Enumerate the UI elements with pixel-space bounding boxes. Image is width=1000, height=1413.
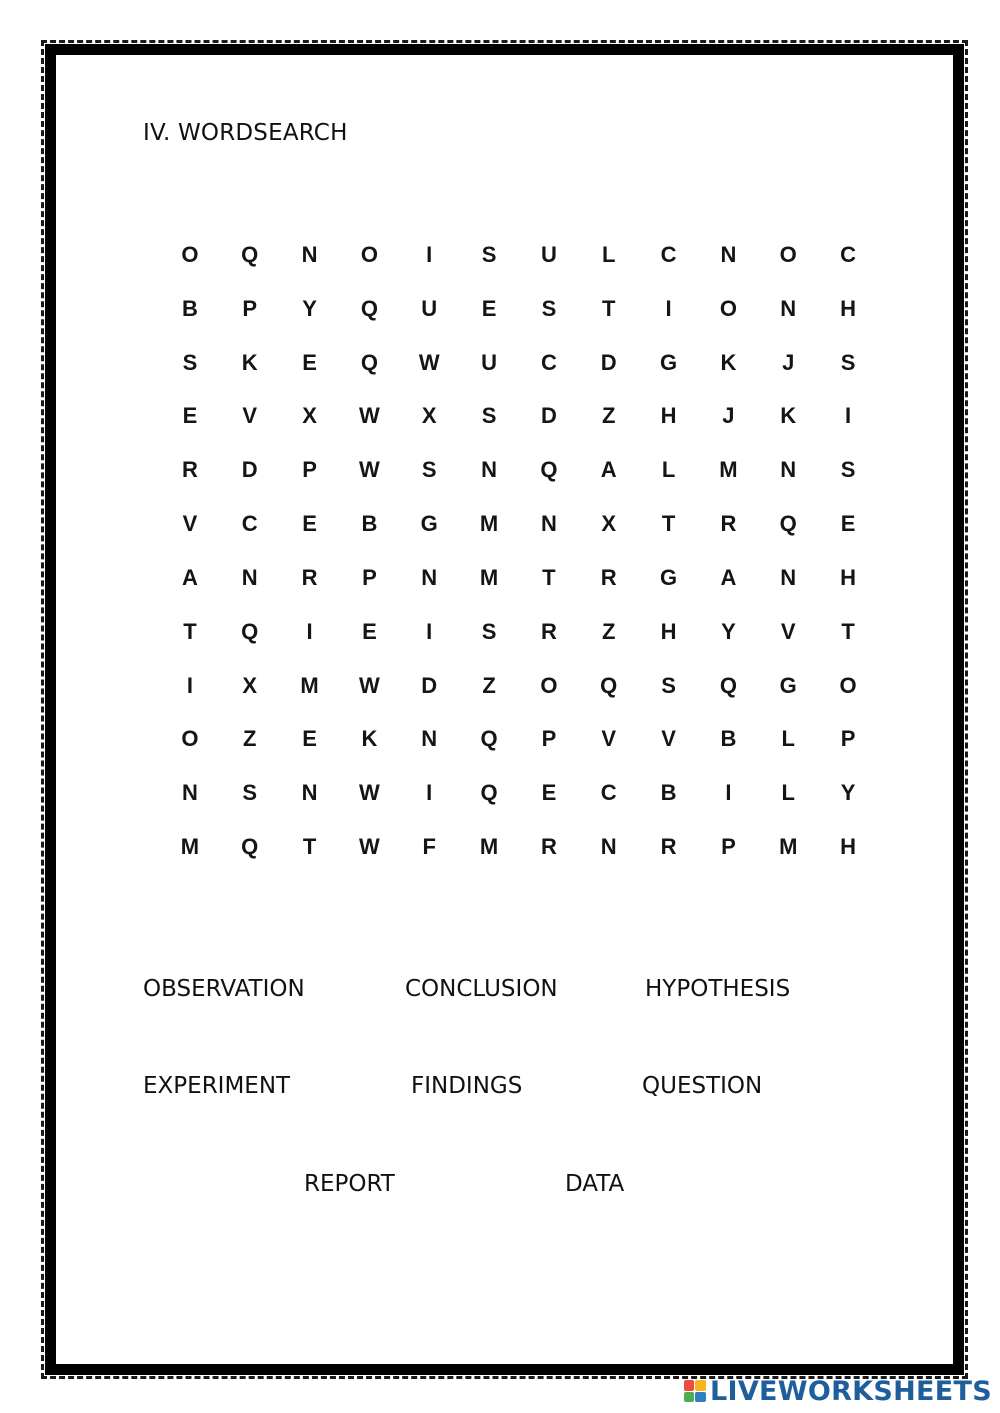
grid-letter: N [600, 834, 617, 860]
grid-letter: S [840, 457, 856, 483]
grid-letter: E [302, 349, 317, 375]
grid-letter: W [359, 780, 380, 806]
grid-letter: Y [302, 295, 317, 321]
grid-letter: Z [602, 403, 616, 429]
grid-letter: N [481, 457, 498, 483]
grid-letter: N [421, 564, 438, 590]
grid-letter: O [839, 672, 857, 698]
grid-letter: M [300, 672, 319, 698]
grid-letter: P [541, 726, 557, 752]
grid-letter: M [719, 457, 738, 483]
grid-letter: E [481, 295, 497, 321]
grid-letter: W [359, 457, 380, 483]
logo-square [684, 1380, 695, 1391]
grid-letter: K [720, 349, 737, 375]
grid-letter: R [600, 564, 617, 590]
grid-letter: I [725, 780, 732, 806]
grid-letter: W [359, 403, 380, 429]
grid-letter: Y [840, 780, 856, 806]
grid-letter: C [241, 511, 258, 537]
grid-letter: W [359, 672, 380, 698]
grid-letter: U [481, 349, 498, 375]
grid-letter: I [306, 618, 313, 644]
liveworksheets-logo-icon [684, 1380, 706, 1402]
grid-letter: S [840, 349, 856, 375]
grid-letter: S [481, 618, 497, 644]
grid-letter: C [840, 241, 857, 267]
grid-letter: O [181, 241, 199, 267]
grid-letter: X [302, 403, 317, 429]
grid-letter: N [301, 780, 318, 806]
word-report: REPORT [304, 1171, 395, 1197]
grid-letter: P [721, 834, 736, 860]
grid-letter: D [421, 672, 438, 698]
grid-letter: T [302, 834, 317, 860]
grid-letter: Z [602, 618, 616, 644]
worksheet-heading: IV. WORDSEARCH [143, 120, 348, 146]
grid-letter: V [601, 726, 617, 752]
grid-letter: L [781, 780, 795, 806]
grid-letter: D [241, 457, 258, 483]
grid-letter: T [542, 564, 556, 590]
grid-letter: T [183, 618, 197, 644]
grid-letter: E [541, 780, 557, 806]
grid-letter: E [302, 726, 317, 752]
watermark-text: LIVEWORKSHEETS [709, 1375, 992, 1407]
grid-letter: D [540, 403, 557, 429]
grid-letter: Y [721, 618, 736, 644]
grid-letter: O [779, 241, 797, 267]
grid-letter: P [302, 457, 317, 483]
grid-letter: O [540, 672, 558, 698]
grid-letter: Q [480, 726, 498, 752]
grid-letter: G [779, 672, 797, 698]
grid-letter: K [241, 349, 258, 375]
grid-letter: S [481, 403, 497, 429]
grid-letter: N [540, 511, 557, 537]
grid-letter: B [720, 726, 737, 752]
grid-letter: V [182, 511, 198, 537]
grid-letter: N [780, 564, 797, 590]
grid-letter: S [541, 295, 557, 321]
grid-letter: Q [360, 295, 378, 321]
grid-letter: N [181, 780, 198, 806]
grid-letter: A [600, 457, 617, 483]
liveworksheets-watermark[interactable] [684, 1374, 992, 1408]
grid-letter: H [840, 564, 857, 590]
grid-letter: L [602, 241, 616, 267]
grid-letter: B [361, 511, 378, 537]
grid-letter: H [840, 295, 857, 321]
grid-letter: J [782, 349, 795, 375]
grid-letter: X [421, 403, 437, 429]
grid-letter: N [421, 726, 438, 752]
word-data: DATA [565, 1171, 625, 1197]
word-findings: FINDINGS [411, 1073, 523, 1099]
grid-letter: R [301, 564, 318, 590]
grid-letter: V [780, 618, 796, 644]
word-question: QUESTION [642, 1073, 763, 1099]
grid-letter: Q [540, 457, 558, 483]
word-hypothesis: HYPOTHESIS [645, 976, 791, 1002]
grid-letter: S [242, 780, 258, 806]
grid-letter: J [722, 403, 735, 429]
grid-letter: M [180, 834, 200, 860]
grid-letter: T [661, 511, 676, 537]
grid-letter: Q [779, 511, 797, 537]
grid-letter: V [242, 403, 258, 429]
grid-letter: T [602, 295, 616, 321]
grid-letter: S [661, 672, 676, 698]
grid-letter: R [660, 834, 677, 860]
grid-letter: E [840, 511, 856, 537]
letter-grid [160, 228, 878, 874]
grid-letter: C [660, 241, 677, 267]
word-observation: OBSERVATION [143, 976, 305, 1002]
grid-letter: S [421, 457, 437, 483]
grid-letter: L [781, 726, 795, 752]
grid-letter: X [242, 672, 258, 698]
grid-letter: A [720, 564, 737, 590]
grid-letter: U [421, 295, 438, 321]
grid-letter: Q [241, 241, 259, 267]
grid-letter: I [186, 672, 193, 698]
grid-letter: M [779, 834, 798, 860]
grid-letter: Z [243, 726, 257, 752]
grid-letter: U [540, 241, 557, 267]
grid-letter: R [540, 834, 557, 860]
grid-letter: M [479, 511, 499, 537]
grid-letter: N [780, 457, 797, 483]
grid-letter: W [418, 349, 440, 375]
grid-letter: K [780, 403, 797, 429]
grid-letter: C [600, 780, 617, 806]
grid-letter: Q [241, 618, 259, 644]
grid-letter: G [660, 564, 678, 590]
grid-letter: H [660, 403, 677, 429]
grid-letter: E [362, 618, 377, 644]
grid-letter: H [660, 618, 677, 644]
grid-letter: S [182, 349, 198, 375]
grid-letter: C [540, 349, 557, 375]
grid-letter: I [665, 295, 672, 321]
grid-letter: M [479, 834, 499, 860]
grid-letter: P [242, 295, 258, 321]
grid-letter: H [840, 834, 857, 860]
grid-letter: I [845, 403, 852, 429]
grid-letter: Q [480, 780, 498, 806]
grid-letter: Q [719, 672, 737, 698]
grid-letter: O [360, 241, 378, 267]
grid-letter: X [601, 511, 617, 537]
grid-letter: G [660, 349, 678, 375]
grid-letter: N [241, 564, 258, 590]
logo-square [695, 1380, 706, 1391]
grid-letter: P [362, 564, 377, 590]
grid-letter: V [661, 726, 676, 752]
grid-letter: N [301, 241, 318, 267]
grid-letter: Q [360, 349, 378, 375]
logo-square [695, 1392, 706, 1403]
grid-letter: E [302, 511, 317, 537]
grid-letter: B [181, 295, 198, 321]
grid-letter: M [479, 564, 499, 590]
grid-letter: N [720, 241, 737, 267]
word-conclusion: CONCLUSION [405, 976, 558, 1002]
grid-letter: K [361, 726, 378, 752]
grid-letter: S [481, 241, 497, 267]
grid-letter: F [422, 834, 436, 860]
grid-letter: A [181, 564, 198, 590]
grid-letter: Q [600, 672, 618, 698]
grid-letter: T [841, 618, 855, 644]
grid-letter: R [720, 511, 737, 537]
grid-letter: I [426, 241, 433, 267]
grid-letter: I [426, 618, 433, 644]
grid-letter: R [540, 618, 557, 644]
grid-letter: D [600, 349, 617, 375]
logo-square [684, 1392, 695, 1403]
grid-letter: G [420, 511, 438, 537]
grid-letter: N [780, 295, 797, 321]
word-experiment: EXPERIMENT [143, 1073, 291, 1099]
grid-letter: E [182, 403, 198, 429]
grid-letter: O [719, 295, 737, 321]
grid-letter: I [426, 780, 433, 806]
grid-letter: B [660, 780, 677, 806]
grid-letter: W [359, 834, 380, 860]
grid-letter: Z [482, 672, 496, 698]
grid-letter: O [181, 726, 199, 752]
grid-letter: L [661, 457, 676, 483]
grid-letter: P [840, 726, 856, 752]
grid-letter: Q [241, 834, 259, 860]
grid-letter: R [181, 457, 198, 483]
